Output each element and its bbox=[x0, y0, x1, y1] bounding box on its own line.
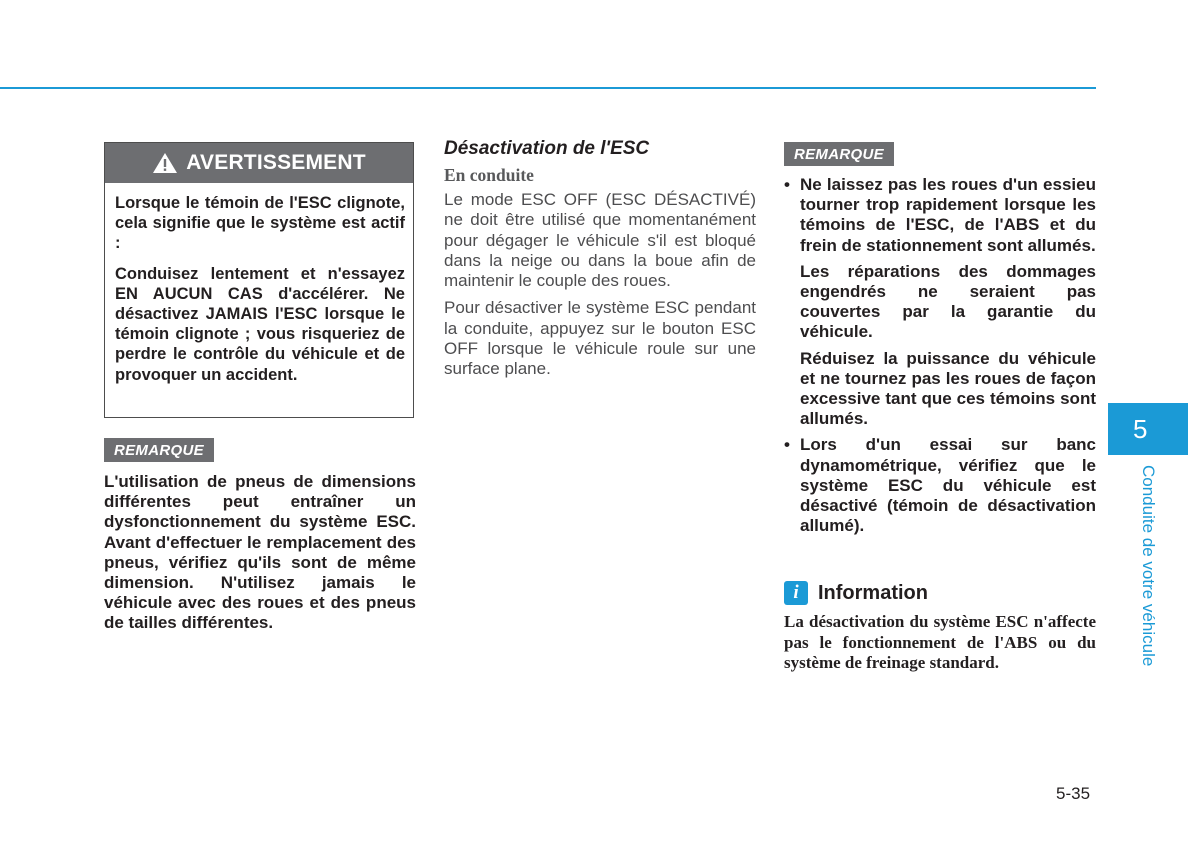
bullet-paragraph: Lors d'un essai sur banc dynamométrique, vérifiez que le système ESC du véhicule est désactivé (témoin de désactivation allumé). bbox=[800, 435, 1096, 536]
note-bullet-item bbox=[784, 435, 1096, 536]
warning-paragraph: Lorsque le témoin de l'ESC clignote, cela signifie que le système est actif : bbox=[115, 194, 405, 253]
info-icon: i bbox=[784, 581, 808, 605]
warning-title: AVERTISSEMENT bbox=[186, 151, 366, 174]
bullet-mark: • bbox=[784, 435, 790, 455]
chapter-number-tab: 5 bbox=[1108, 403, 1188, 455]
header-rule bbox=[0, 87, 1096, 89]
note-tag: REMARQUE bbox=[784, 142, 894, 166]
warning-body bbox=[105, 183, 413, 385]
warning-triangle-icon bbox=[152, 152, 178, 174]
warning-header bbox=[105, 143, 413, 183]
information-header bbox=[784, 581, 928, 605]
section-title: Désactivation de l'ESC bbox=[444, 138, 650, 159]
note-tag: REMARQUE bbox=[104, 438, 214, 462]
note-bullet-list bbox=[784, 175, 1096, 542]
note-bullet-item bbox=[784, 175, 1096, 429]
bullet-paragraph: Les réparations des dommages engendrés ne seraient pas couvertes par la garantie du véhicule. bbox=[800, 261, 1096, 342]
note-text: L'utilisation de pneus de dimensions différentes peut entraîner un dysfonctionnement du système ESC. Avant d'effectuer le remplacement des pneus, vérifiez qu'ils sont de même dimension. N'utilisez jamais le véhicule avec des roues et des pneus de tailles différentes. bbox=[104, 472, 416, 633]
section-subtitle: En conduite bbox=[444, 165, 534, 185]
section-paragraph: Le mode ESC OFF (ESC DÉSACTIVÉ) ne doit être utilisé que momentanément pour dégager le véhicule s'il est bloqué dans la neige ou dans la boue afin de maintenir le couple des roues. bbox=[444, 190, 756, 291]
warning-box bbox=[104, 142, 414, 418]
section-paragraph: Pour désactiver le système ESC pendant la conduite, appuyez sur le bouton ESC OFF lorsque le véhicule roule sur une surface plane. bbox=[444, 298, 756, 379]
bullet-paragraph: Réduisez la puissance du véhicule et ne tournez pas les roues de façon excessive tant que ces témoins sont allumés. bbox=[800, 348, 1096, 429]
page-number: 5-35 bbox=[1056, 784, 1091, 803]
warning-paragraph: Conduisez lentement et n'essayez EN AUCUN CAS d'accélérer. Ne désactivez JAMAIS l'ESC lorsque le témoin clignote ; vous risqueriez de perdre le contrôle du véhicule et de provoquer un accident. bbox=[115, 264, 405, 384]
bullet-mark: • bbox=[784, 175, 790, 194]
information-text: La désactivation du système ESC n'affecte pas le fonctionnement de l'ABS ou du système de freinage standard. bbox=[784, 612, 1096, 672]
information-title: Information bbox=[818, 581, 928, 604]
bullet-paragraph: Ne laissez pas les roues d'un essieu tourner trop rapidement lorsque les témoins de l'ESC, de l'ABS et du frein de stationnement sont allumés. bbox=[800, 175, 1096, 255]
section-body bbox=[444, 190, 756, 387]
chapter-title: Conduite de votre véhicule bbox=[1139, 465, 1158, 667]
